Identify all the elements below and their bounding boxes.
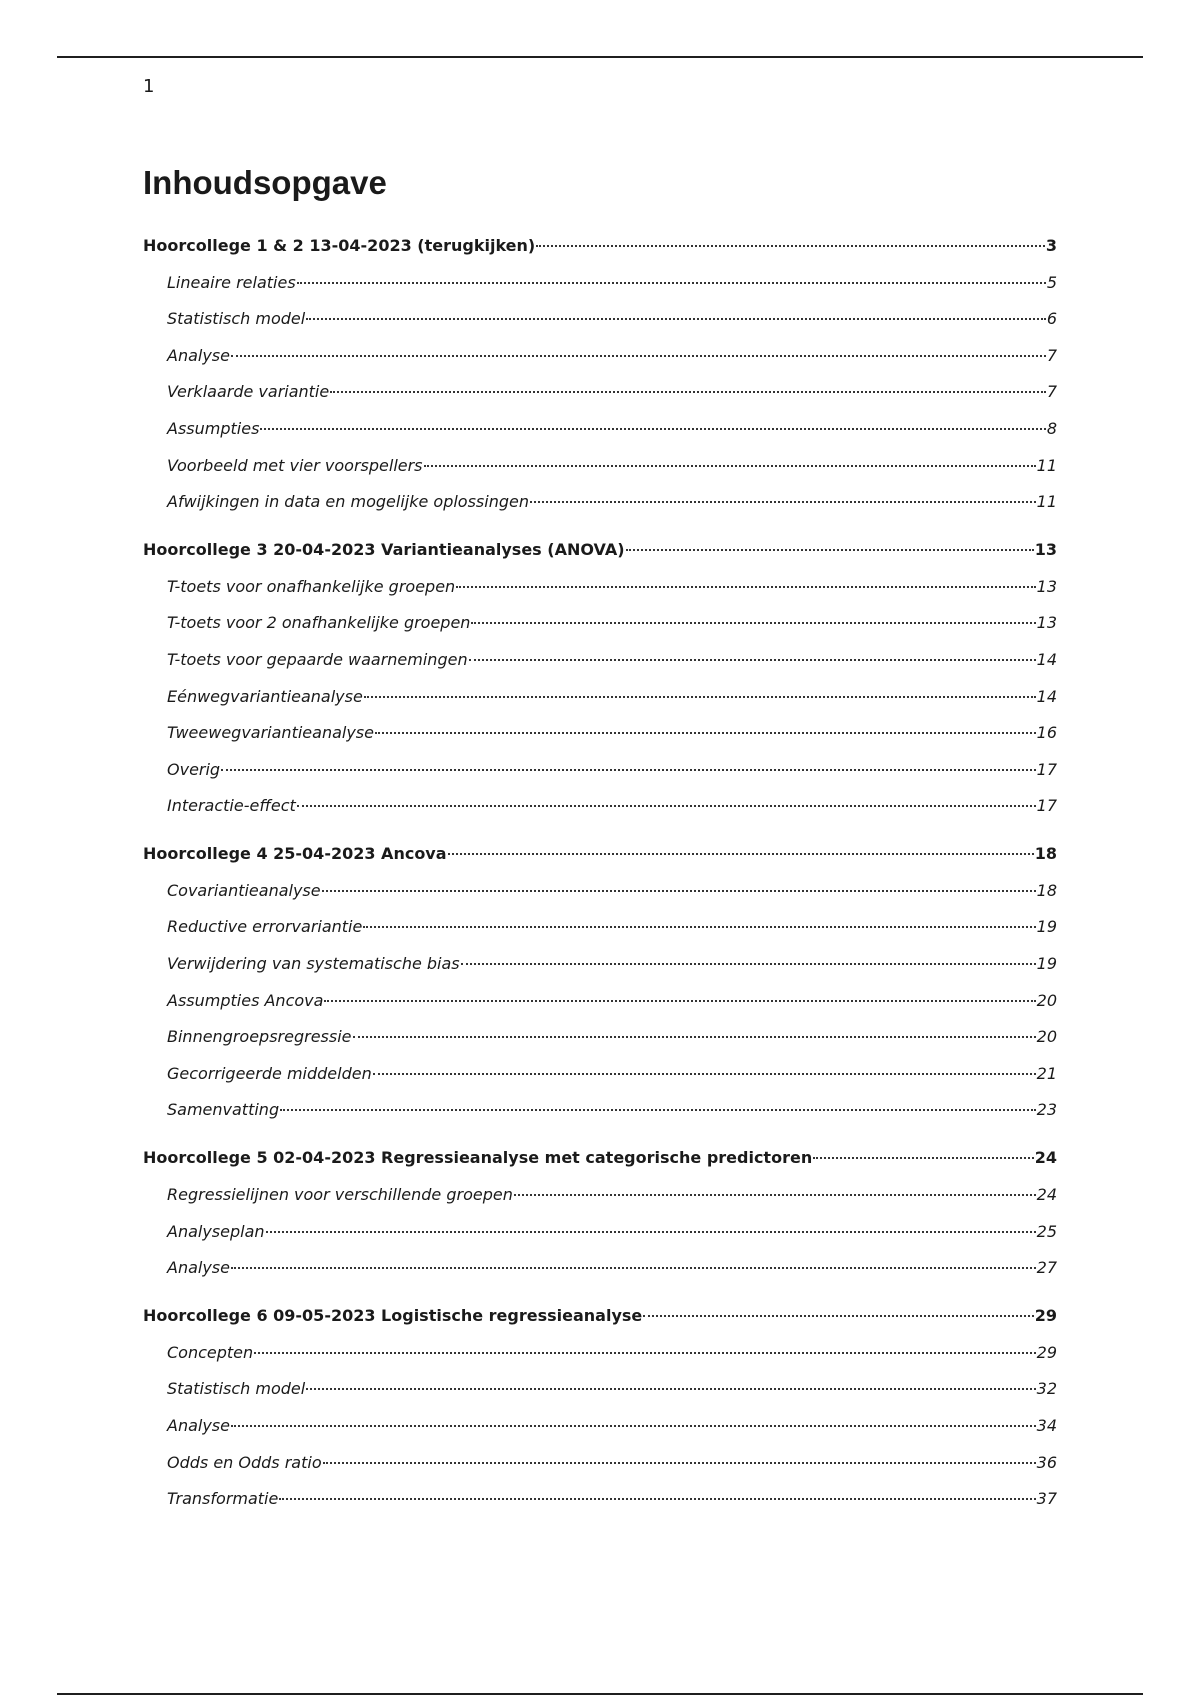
- toc-section-page: 11: [1036, 492, 1057, 512]
- toc-chapter-entry[interactable]: [143, 1298, 1057, 1335]
- toc-section-page: 25: [1036, 1221, 1057, 1241]
- toc-section-label: T-toets voor gepaarde waarnemingen: [167, 649, 468, 669]
- toc-dot-leader: [330, 390, 1046, 393]
- toc-chapter-entry[interactable]: [143, 836, 1057, 873]
- toc-section-entry[interactable]: [143, 338, 1057, 375]
- toc-section-entry[interactable]: [143, 788, 1057, 825]
- footer-rule: [57, 1693, 1143, 1695]
- toc-dot-leader: [530, 500, 1036, 503]
- page-number: 1: [143, 76, 155, 97]
- toc-section-page: 24: [1036, 1185, 1057, 1205]
- toc-section-entry[interactable]: [143, 484, 1057, 521]
- toc-chapter-entry[interactable]: [143, 1140, 1057, 1177]
- toc-section-page: 23: [1036, 1100, 1057, 1120]
- toc-dot-leader: [626, 548, 1034, 551]
- toc-dot-leader: [514, 1193, 1036, 1196]
- toc-dot-leader: [260, 427, 1045, 430]
- toc-section-page: 27: [1036, 1258, 1057, 1278]
- toc-section-page: 7: [1046, 382, 1057, 402]
- toc-section-label: Assumpties: [167, 418, 260, 438]
- toc-section-entry[interactable]: [143, 605, 1057, 642]
- toc-section-label: Covariantieanalyse: [167, 880, 321, 900]
- toc-section-entry[interactable]: [143, 679, 1057, 716]
- toc-chapter-entry[interactable]: [143, 228, 1057, 265]
- toc-section-page: 13: [1036, 576, 1057, 596]
- toc-section-label: Samenvatting: [167, 1100, 280, 1120]
- toc-section-entry[interactable]: [143, 301, 1057, 338]
- toc-section-entry[interactable]: [143, 1481, 1057, 1518]
- table-of-contents: [143, 228, 1057, 1518]
- toc-section-page: 7: [1046, 345, 1057, 365]
- toc-section-label: Verwijdering van systematische bias: [167, 954, 460, 974]
- toc-dot-leader: [373, 1072, 1036, 1075]
- toc-section-label: Transformatie: [167, 1489, 279, 1509]
- page-title: Inhoudsopgave: [143, 164, 387, 201]
- toc-section-label: Overig: [167, 759, 221, 779]
- toc-section-page: 37: [1036, 1489, 1057, 1509]
- toc-section-label: Assumpties Ancova: [167, 990, 324, 1010]
- toc-section-label: Statistisch model: [167, 309, 306, 329]
- toc-section-page: 19: [1036, 917, 1057, 937]
- toc-dot-leader: [461, 962, 1036, 965]
- toc-chapter-page: 29: [1034, 1306, 1057, 1326]
- toc-dot-leader: [231, 354, 1046, 357]
- toc-section-label: Lineaire relaties: [167, 272, 296, 292]
- toc-dot-leader: [471, 621, 1035, 624]
- toc-section-page: 11: [1036, 455, 1057, 475]
- toc-section-entry[interactable]: [143, 752, 1057, 789]
- toc-chapter-label: Hoorcollege 5 02-04-2023 Regressieanalyse met categorische predictoren: [143, 1148, 813, 1168]
- toc-section-label: Odds en Odds ratio: [167, 1452, 322, 1472]
- toc-dot-leader: [469, 658, 1036, 661]
- toc-section-entry[interactable]: [143, 265, 1057, 302]
- toc-section-page: 20: [1036, 990, 1057, 1010]
- toc-section-label: Regressielijnen voor verschillende groepen: [167, 1185, 513, 1205]
- toc-section-entry[interactable]: [143, 374, 1057, 411]
- toc-section-entry[interactable]: [143, 1019, 1057, 1056]
- toc-dot-leader: [375, 731, 1036, 734]
- toc-section-entry[interactable]: [143, 1445, 1057, 1482]
- toc-dot-leader: [643, 1314, 1033, 1317]
- toc-chapter-page: 13: [1034, 540, 1057, 560]
- toc-dot-leader: [448, 852, 1034, 855]
- toc-section-entry[interactable]: [143, 1214, 1057, 1251]
- toc-section-entry[interactable]: [143, 1335, 1057, 1372]
- toc-dot-leader: [363, 925, 1035, 928]
- toc-section-entry[interactable]: [143, 715, 1057, 752]
- toc-section-page: 34: [1036, 1415, 1057, 1435]
- toc-section-entry[interactable]: [143, 909, 1057, 946]
- toc-dot-leader: [266, 1230, 1036, 1233]
- toc-dot-leader: [306, 1387, 1035, 1390]
- toc-chapter-page: 3: [1045, 236, 1057, 255]
- toc-section-page: 20: [1036, 1027, 1057, 1047]
- toc-section-page: 5: [1046, 272, 1057, 292]
- header-rule: [57, 56, 1143, 58]
- toc-dot-leader: [324, 999, 1035, 1002]
- toc-dot-leader: [231, 1424, 1036, 1427]
- toc-chapter-label: Hoorcollege 1 & 2 13-04-2023 (terugkijken): [143, 236, 536, 255]
- toc-chapter-page: 24: [1034, 1148, 1057, 1168]
- toc-section-entry[interactable]: [143, 1408, 1057, 1445]
- toc-dot-leader: [353, 1035, 1036, 1038]
- toc-dot-leader: [221, 768, 1036, 771]
- toc-section-label: Analyse: [167, 345, 230, 365]
- toc-section-label: T-toets voor 2 onafhankelijke groepen: [167, 613, 471, 633]
- toc-dot-leader: [813, 1156, 1034, 1159]
- toc-section-label: Concepten: [167, 1342, 254, 1362]
- toc-chapter-label: Hoorcollege 3 20-04-2023 Variantieanalyses (ANOVA): [143, 540, 625, 560]
- toc-section-entry[interactable]: [143, 1056, 1057, 1093]
- toc-section-entry[interactable]: [143, 873, 1057, 910]
- toc-section-entry[interactable]: [143, 1177, 1057, 1214]
- toc-section-page: 29: [1036, 1342, 1057, 1362]
- toc-section-label: Afwijkingen in data en mogelijke oplossingen: [167, 492, 529, 512]
- toc-section-entry[interactable]: [143, 642, 1057, 679]
- toc-chapter-entry[interactable]: [143, 532, 1057, 569]
- toc-section-entry[interactable]: [143, 1371, 1057, 1408]
- toc-section-entry[interactable]: [143, 1250, 1057, 1287]
- toc-section-page: 14: [1036, 686, 1057, 706]
- toc-section-page: 18: [1036, 880, 1057, 900]
- toc-section-entry[interactable]: [143, 1092, 1057, 1129]
- toc-section-page: 8: [1046, 418, 1057, 438]
- toc-dot-leader: [456, 585, 1035, 588]
- toc-section-label: Tweewegvariantieanalyse: [167, 723, 374, 743]
- toc-section-entry[interactable]: [143, 569, 1057, 606]
- toc-section-label: Reductive errorvariantie: [167, 917, 363, 937]
- toc-dot-leader: [280, 1108, 1036, 1111]
- toc-section-page: 17: [1036, 759, 1057, 779]
- toc-section-entry[interactable]: [143, 411, 1057, 448]
- toc-section-page: 16: [1036, 723, 1057, 743]
- toc-section-label: Analyse: [167, 1258, 230, 1278]
- toc-section-page: 6: [1046, 309, 1057, 329]
- toc-chapter-label: Hoorcollege 4 25-04-2023 Ancova: [143, 844, 447, 864]
- toc-dot-leader: [231, 1266, 1036, 1269]
- toc-dot-leader: [322, 889, 1036, 892]
- toc-section-label: Analyseplan: [167, 1221, 265, 1241]
- toc-dot-leader: [424, 464, 1036, 467]
- toc-chapter-page: 18: [1034, 844, 1057, 864]
- toc-section-label: Gecorrigeerde middelden: [167, 1063, 372, 1083]
- toc-section-entry[interactable]: [143, 983, 1057, 1020]
- toc-section-label: Voorbeeld met vier voorspellers: [167, 455, 423, 475]
- toc-section-label: Binnengroepsregressie: [167, 1027, 352, 1047]
- toc-section-entry[interactable]: [143, 448, 1057, 485]
- toc-dot-leader: [297, 804, 1036, 807]
- toc-section-page: 19: [1036, 954, 1057, 974]
- toc-dot-leader: [254, 1351, 1035, 1354]
- toc-chapter-label: Hoorcollege 6 09-05-2023 Logistische regressieanalyse: [143, 1306, 643, 1326]
- toc-section-label: Verklaarde variantie: [167, 382, 330, 402]
- toc-section-page: 36: [1036, 1452, 1057, 1472]
- toc-section-entry[interactable]: [143, 946, 1057, 983]
- toc-section-label: Analyse: [167, 1415, 230, 1435]
- toc-section-label: T-toets voor onafhankelijke groepen: [167, 576, 456, 596]
- toc-dot-leader: [279, 1497, 1035, 1500]
- toc-section-page: 21: [1036, 1063, 1057, 1083]
- toc-dot-leader: [364, 695, 1036, 698]
- toc-section-label: Interactie-effect: [167, 796, 296, 816]
- toc-section-label: Eénwegvariantieanalyse: [167, 686, 363, 706]
- toc-section-page: 17: [1036, 796, 1057, 816]
- toc-section-page: 32: [1036, 1379, 1057, 1399]
- toc-dot-leader: [536, 244, 1045, 247]
- toc-section-page: 13: [1036, 613, 1057, 633]
- toc-dot-leader: [323, 1461, 1036, 1464]
- toc-section-page: 14: [1036, 649, 1057, 669]
- toc-dot-leader: [306, 317, 1046, 320]
- toc-dot-leader: [297, 281, 1046, 284]
- toc-section-label: Statistisch model: [167, 1379, 306, 1399]
